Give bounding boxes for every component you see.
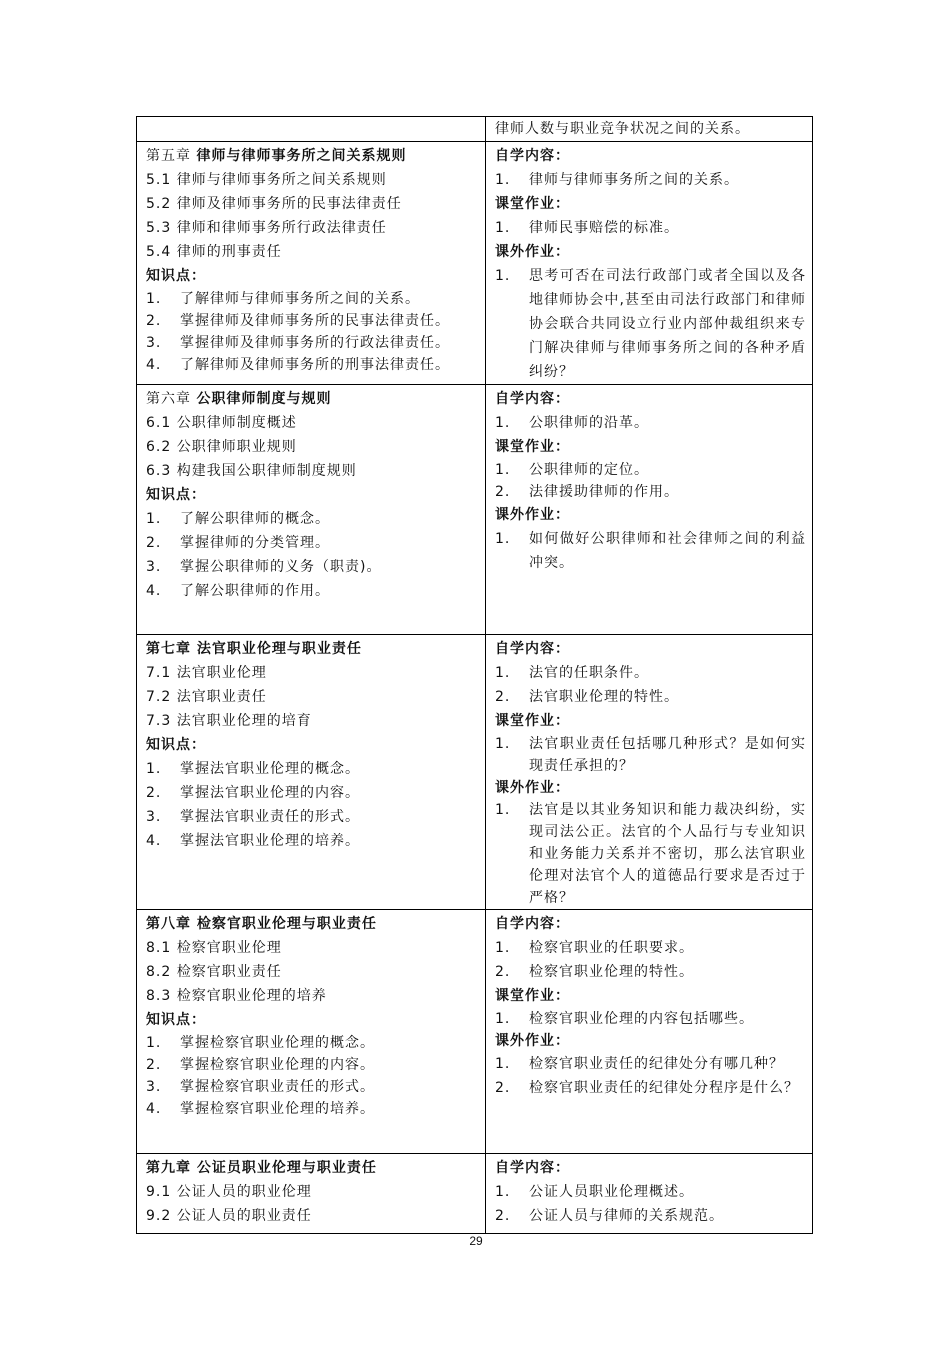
self-study-item: 1. 律师与律师事务所之间的关系。	[495, 172, 739, 188]
homework-item: 1. 思考可否在司法行政部门或者全国以及各地律师协会中,甚至由司法行政部门和律师协会联合共同设立行业内部仲裁组织来专门解决律师与律师事务所之间的各种矛盾纠纷？	[495, 268, 806, 380]
knowledge-item: 3. 掌握公职律师的义务（职责)。	[146, 559, 382, 575]
self-study-item: 2. 公证人员与律师的关系规范。	[495, 1208, 724, 1224]
homework-label: 课外作业：	[495, 507, 570, 523]
self-study-item: 1. 公职律师的沿革。	[495, 415, 649, 431]
section-item: 8.3 检察官职业伦理的培养	[146, 988, 327, 1004]
assignment-cell	[486, 910, 813, 1154]
homework-item: 1. 检察官职业责任的纪律处分有哪几种？	[495, 1056, 784, 1072]
section-item: 7.2 法官职业责任	[146, 689, 267, 705]
homework-label: 课外作业：	[495, 244, 570, 260]
homework-item: 2. 检察官职业责任的纪律处分程序是什么？	[495, 1080, 799, 1096]
self-study-item: 2. 检察官职业伦理的特性。	[495, 964, 694, 980]
assignment-cell	[486, 635, 813, 910]
table-row	[137, 910, 813, 1154]
self-study-item: 2. 法官职业伦理的特性。	[495, 689, 679, 705]
continued-text: 律师人数与职业竞争状况之间的关系。	[495, 121, 750, 137]
classwork-label: 课堂作业：	[495, 988, 570, 1004]
table-row	[137, 142, 813, 385]
chapter-name: 公职律师制度与规则	[196, 391, 332, 407]
knowledge-label: 知识点：	[146, 737, 206, 753]
self-study-item: 1. 法官的任职条件。	[495, 665, 649, 681]
section-item: 5.1 律师与律师事务所之间关系规则	[146, 172, 387, 188]
section-item: 5.4 律师的刑事责任	[146, 244, 282, 260]
knowledge-item: 4. 掌握法官职业伦理的培养。	[146, 833, 360, 849]
knowledge-item: 1. 掌握检察官职业伦理的概念。	[146, 1035, 375, 1051]
section-item: 5.3 律师和律师事务所行政法律责任	[146, 220, 387, 236]
assignment-cell	[486, 385, 813, 635]
chapter-title	[137, 144, 485, 168]
left-cell	[137, 117, 486, 142]
self-study-label: 自学内容：	[495, 641, 570, 657]
section-item: 6.3 构建我国公职律师制度规则	[146, 463, 357, 479]
knowledge-item: 1. 掌握法官职业伦理的概念。	[146, 761, 360, 777]
self-study-item: 1. 检察官职业的任职要求。	[495, 940, 694, 956]
homework-label: 课外作业：	[495, 1033, 570, 1049]
classwork-item: 1. 公职律师的定位。	[495, 462, 649, 478]
self-study-item: 1. 公证人员职业伦理概述。	[495, 1184, 694, 1200]
knowledge-label: 知识点：	[146, 1012, 206, 1028]
right-cell	[486, 117, 813, 142]
knowledge-item: 3. 掌握法官职业责任的形式。	[146, 809, 360, 825]
table-row	[137, 385, 813, 635]
knowledge-item: 1. 了解公职律师的概念。	[146, 511, 330, 527]
knowledge-item: 4. 掌握检察官职业伦理的培养。	[146, 1101, 375, 1117]
knowledge-item: 3. 掌握律师及律师事务所的行政法律责任。	[146, 335, 450, 351]
chapter-cell	[137, 385, 486, 635]
self-study-label: 自学内容：	[495, 391, 570, 407]
table-row	[137, 117, 813, 142]
classwork-item: 1. 律师民事赔偿的标准。	[495, 220, 679, 236]
chapter-prefix: 第五章	[146, 148, 191, 164]
chapter-prefix: 第六章	[146, 391, 191, 407]
homework-item: 1. 如何做好公职律师和社会律师之间的利益冲突。	[495, 531, 806, 571]
homework-label: 课外作业：	[495, 780, 570, 796]
classwork-item: 1. 检察官职业伦理的内容包括哪些。	[495, 1011, 754, 1027]
chapter-cell	[137, 910, 486, 1154]
classwork-item: 1. 法官职业责任包括哪几种形式？是如何实现责任承担的？	[495, 736, 806, 774]
chapter-name: 律师与律师事务所之间关系规则	[196, 148, 407, 164]
assignment-cell	[486, 1154, 813, 1234]
knowledge-item: 3. 掌握检察官职业责任的形式。	[146, 1079, 375, 1095]
section-item: 7.1 法官职业伦理	[146, 665, 267, 681]
section-item: 9.1 公证人员的职业伦理	[146, 1184, 312, 1200]
knowledge-item: 2. 掌握律师及律师事务所的民事法律责任。	[146, 313, 450, 329]
knowledge-item: 2. 掌握法官职业伦理的内容。	[146, 785, 360, 801]
knowledge-item: 2. 掌握检察官职业伦理的内容。	[146, 1057, 375, 1073]
chapter-title: 第七章 法官职业伦理与职业责任	[146, 641, 362, 657]
classwork-label: 课堂作业：	[495, 713, 570, 729]
assignment-cell	[486, 142, 813, 385]
self-study-label: 自学内容：	[495, 916, 570, 932]
section-item: 8.1 检察官职业伦理	[146, 940, 282, 956]
knowledge-item: 4. 了解律师及律师事务所的刑事法律责任。	[146, 357, 450, 373]
self-study-label: 自学内容：	[495, 1160, 570, 1176]
section-item: 5.2 律师及律师事务所的民事法律责任	[146, 196, 402, 212]
section-item: 9.2 公证人员的职业责任	[146, 1208, 312, 1224]
page-number: 29	[469, 1234, 483, 1248]
syllabus-table	[136, 116, 813, 1234]
knowledge-item: 1. 了解律师与律师事务所之间的关系。	[146, 291, 420, 307]
knowledge-item: 2. 掌握律师的分类管理。	[146, 535, 330, 551]
knowledge-label: 知识点：	[146, 268, 206, 284]
homework-item: 1. 法官是以其业务知识和能力裁决纠纷，实现司法公正。法官的个人品行与专业知识和业务能力关系并不密切，那么法官职业伦理对法官个人的道德品行要求是否过于严格？	[495, 802, 806, 906]
section-item: 6.2 公职律师职业规则	[146, 439, 297, 455]
chapter-cell	[137, 142, 486, 385]
self-study-label: 自学内容：	[495, 148, 570, 164]
classwork-item: 2. 法律援助律师的作用。	[495, 484, 679, 500]
section-item: 8.2 检察官职业责任	[146, 964, 282, 980]
table-row	[137, 1154, 813, 1234]
section-item: 6.1 公职律师制度概述	[146, 415, 297, 431]
chapter-cell	[137, 1154, 486, 1234]
table-row	[137, 635, 813, 910]
knowledge-label: 知识点：	[146, 487, 206, 503]
chapter-title	[137, 387, 485, 411]
classwork-label: 课堂作业：	[495, 439, 570, 455]
classwork-label: 课堂作业：	[495, 196, 570, 212]
chapter-cell	[137, 635, 486, 910]
knowledge-item: 4. 了解公职律师的作用。	[146, 583, 330, 599]
chapter-title: 第九章 公证员职业伦理与职业责任	[146, 1160, 377, 1176]
section-item: 7.3 法官职业伦理的培育	[146, 713, 312, 729]
chapter-title: 第八章 检察官职业伦理与职业责任	[146, 916, 377, 932]
